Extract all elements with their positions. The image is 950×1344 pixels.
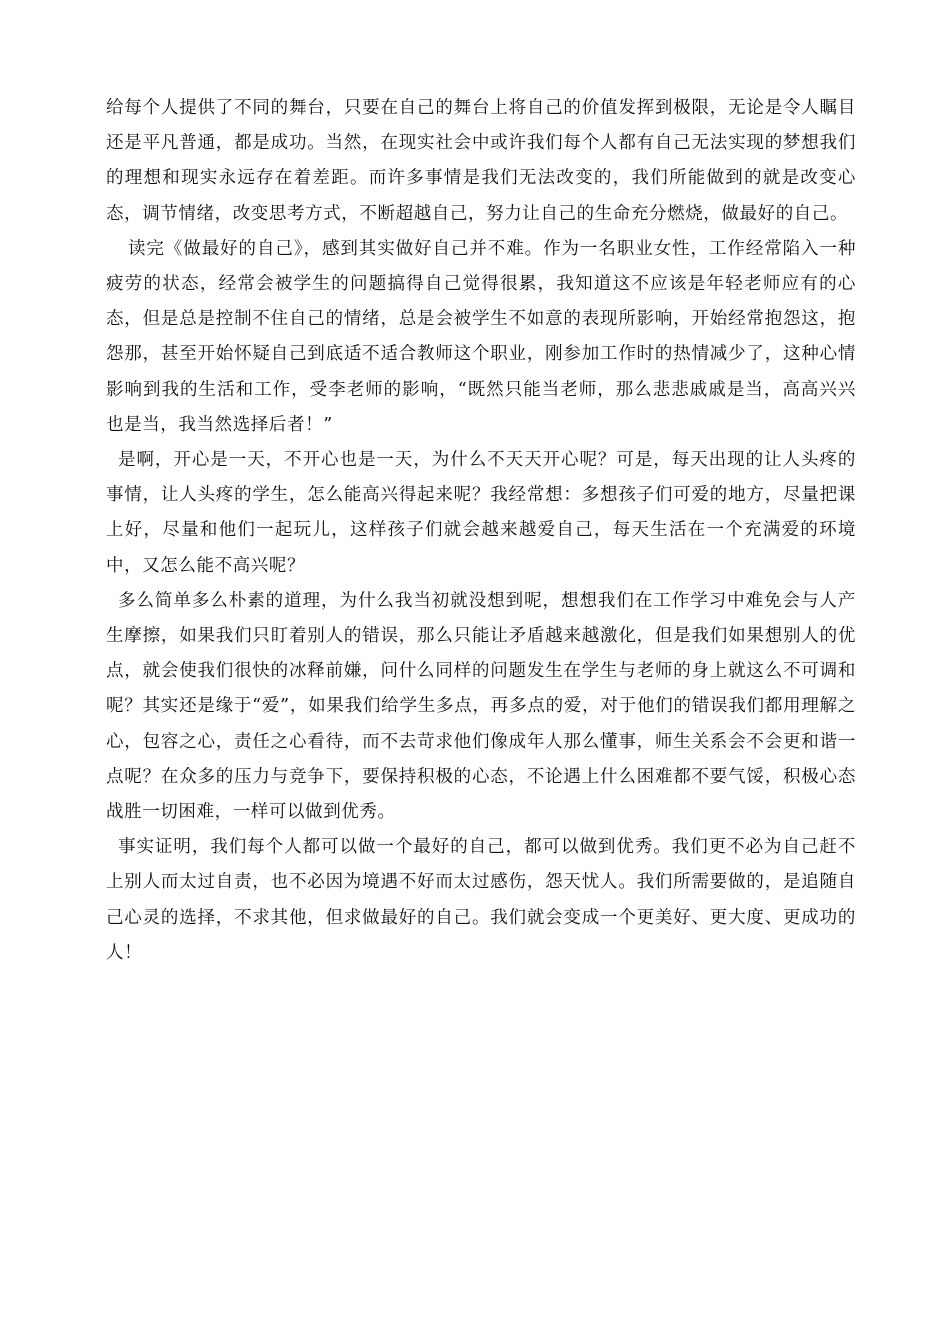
paragraph-1: 给每个人提供了不同的舞台，只要在自己的舞台上将自己的价值发挥到极限，无论是令人瞩目还是平凡普通，都是成功。当然，在现实社会中或许我们每个人都有自己无法实现的梦想我们的理想和现实永远存在着差距。而许多事情是我们无法改变的，我们所能做到的就是改变心态，调节情绪，改变思考方式，不断超越自己，努力让自己的生命充分燃烧，做最好的自己。: [106, 98, 856, 224]
paragraph-4: 多么简单多么朴素的道理，为什么我当初就没想到呢，想想我们在工作学习中难免会与人产生摩擦，如果我们只盯着别人的错误，那么只能让矛盾越来越激化，但是我们如果想别人的优点，就会使我们很快的冰释前嫌，问什么同样的问题发生在学生与老师的身上就这么不可调和呢？其实还是缘于“爱”，如果我们给学生多点，再多点的爱，对于他们的错误我们都用理解之心，包容之心，责任之心看待，而不去苛求他们像成年人那么懂事，师生关系会不会更和谐一点呢？在众多的压力与竞争下，要保持积极的心态，不论遇上什么困难都不要气馁，积极心态战胜一切困难，一样可以做到优秀。: [106, 590, 856, 823]
document-body: [106, 91, 856, 971]
paragraph-2: 读完《做最好的自己》，感到其实做好自己并不难。作为一名职业女性，工作经常陷入一种疲劳的状态，经常会被学生的问题搞得自己觉得很累，我知道这不应该是年轻老师应有的心态，但是总是控制不住自己的情绪，总是会被学生不如意的表现所影响，开始经常抱怨这，抱怨那，甚至开始怀疑自己到底适不适合教师这个职业，刚参加工作时的热情减少了，这种心情影响到我的生活和工作，受李老师的影响，“既然只能当老师，那么悲悲戚戚是当，高高兴兴也是当，我当然选择后者！”: [106, 238, 856, 435]
paragraph-5: 事实证明，我们每个人都可以做一个最好的自己，都可以做到优秀。我们更不必为自己赶不上别人而太过自责，也不必因为境遇不好而太过感伤，怨天忧人。我们所需要做的，是追随自己心灵的选择，不求其他，但求做最好的自己。我们就会变成一个更美好、更大度、更成功的人！: [106, 837, 856, 963]
paragraph-3: 是啊，开心是一天，不开心也是一天，为什么不天天开心呢？可是，每天出现的让人头疼的事情，让人头疼的学生，怎么能高兴得起来呢？我经常想：多想孩子们可爱的地方，尽量把课上好，尽量和他们一起玩儿，这样孩子们就会越来越爱自己，每天生活在一个充满爱的环境中，又怎么能不高兴呢？: [106, 450, 856, 576]
